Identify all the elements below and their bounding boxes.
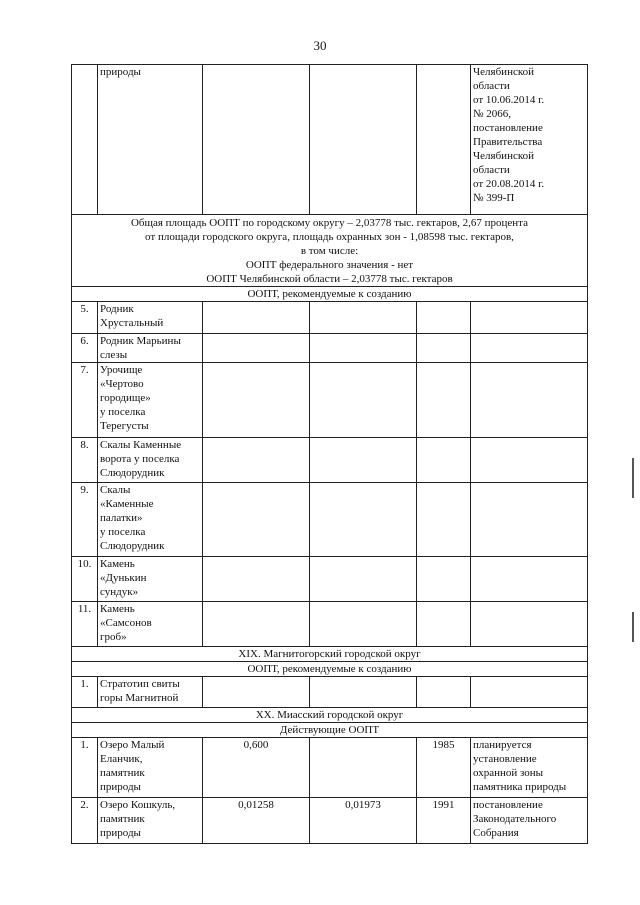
summary-line-2: от площади городского округа, площадь охранных зон - 1,08598 тыс. гектаров, — [145, 231, 514, 243]
summary-line-5: ООПТ Челябинской области – 2,03778 тыс. гектаров — [206, 273, 453, 285]
summary-line-1: Общая площадь ООПТ по городскому округу – 2,03778 тыс. гектаров, 2,67 процента — [130, 217, 529, 229]
cell-year: 1991 — [417, 798, 471, 844]
table-row: 8. Скалы Каменные ворота у поселка Слюдорудник — [72, 438, 588, 483]
summary-line-3: в том числе: — [300, 245, 359, 257]
cell-basis: планируется установление охранной зоны памятника природы — [471, 738, 588, 798]
protected-areas-table — [71, 64, 588, 844]
section-heading-existing: Действующие ООПТ — [72, 723, 588, 738]
table-row: 1. Стратотип свиты горы Магнитной — [72, 677, 588, 708]
cell-name: природы — [98, 65, 203, 215]
page-number: 30 — [313, 38, 327, 53]
table-row: 11. Камень «Самсонов гроб» — [72, 602, 588, 647]
scan-edge-mark — [632, 612, 634, 642]
summary-row — [72, 215, 588, 287]
cell-year: 1985 — [417, 738, 471, 798]
cell-area: 0,01258 — [203, 798, 310, 844]
table-row: 6. Родник Марьины слезы — [72, 334, 588, 363]
table-row: 5. Родник Хрустальный — [72, 302, 588, 334]
table-row-continuation — [72, 65, 588, 215]
table-row: 9. Скалы «Каменные палатки» у поселка Слюдорудник — [72, 483, 588, 557]
cell-zone — [310, 738, 417, 798]
section-heading-recommended: ООПТ, рекомендуемые к созданию — [72, 662, 588, 677]
table-row: 1. Озеро Малый Еланчик, памятник природы 0,600 1985 планируется установление охранной зоны памятника природы — [72, 738, 588, 798]
cell-basis: постановление Законодательного Собрания — [471, 798, 588, 844]
summary-line-4: ООПТ федерального значения - нет — [245, 259, 414, 271]
scan-edge-mark — [632, 458, 634, 498]
cell-basis: Челябинской области от 10.06.2014 г. № 2066, постановление Правительства Челябинской области от 20.08.2014 г. № 399-П — [471, 65, 588, 215]
table-row: 10. Камень «Дунькин сундук» — [72, 557, 588, 602]
district-heading: XX. Миасский городской округ — [72, 708, 588, 723]
section-heading-recommended: ООПТ, рекомендуемые к созданию — [72, 287, 588, 302]
table-row: 2. Озеро Кошкуль, памятник природы 0,01258 0,01973 1991 постановление Законодательного Собрания — [72, 798, 588, 844]
cell-zone: 0,01973 — [310, 798, 417, 844]
table-row: 7. Урочище «Чертово городище» у поселка Терегусты — [72, 363, 588, 438]
cell-area: 0,600 — [203, 738, 310, 798]
district-heading: XIX. Магнитогорский городской округ — [72, 647, 588, 662]
